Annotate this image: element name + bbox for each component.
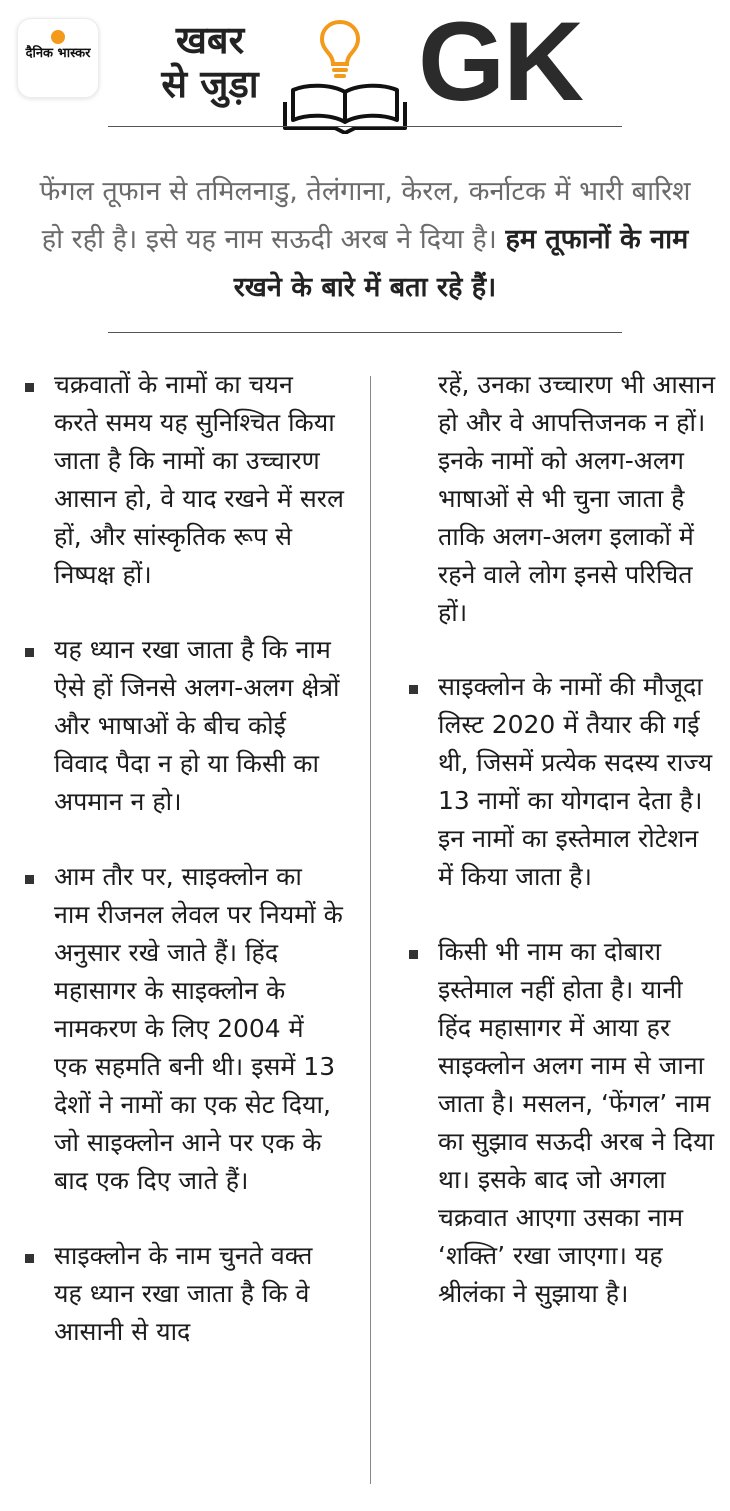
title-line-1: खबर — [175, 18, 245, 62]
square-bullet-icon — [409, 950, 418, 959]
list-item — [408, 933, 718, 1313]
logo-text: दैनिक भास्कर — [25, 46, 91, 61]
square-bullet-icon — [25, 383, 34, 392]
list-item-text: किसी भी नाम का दोबारा इस्तेमाल नहीं होता है। यानी हिंद महासागर में आया हर साइक्लोन अलग नाम से जाना जाता है। मसलन, ‘फेंगल’ नाम का सुझाव सऊदी अरब ने दिया था। इसके बाद जो अगला चक्रवात आएगा उसका नाम ‘शक्ति’ रखा जाएगा। यह श्रीलंका ने सुझाया है। — [438, 937, 715, 1308]
column-divider — [370, 376, 371, 1484]
square-bullet-icon — [409, 685, 418, 694]
list-item-text: आम तौर पर, साइक्लोन का नाम रीजनल लेवल पर नियमों के अनुसार रखे जाते हैं। हिंद महासागर के साइक्लोन के नामकरण के लिए 2004 में एक सहमति बनी थी। इसमें 13 देशों ने नामों का एक सेट दिया, जो साइक्लोन आने पर एक के बाद एक दिए जाते हैं। — [54, 862, 343, 1195]
intro-paragraph — [30, 168, 700, 312]
list-item-text: साइक्लोन के नामों की मौजूदा लिस्ट 2020 में तैयार की गई थी, जिसमें प्रत्येक सदस्य राज्य 13 नामों का योगदान देता है। इन नामों का इस्तेमाल रोटेशन में किया जाता है। — [438, 672, 713, 891]
gk-title: GK — [418, 0, 582, 124]
list-item — [24, 366, 344, 594]
title-line-2: से जुड़ा — [161, 62, 259, 106]
list-item — [24, 1237, 344, 1351]
square-bullet-icon — [25, 1254, 34, 1263]
list-item — [24, 631, 344, 821]
list-item-text: चक्रवातों के नामों का चयन करते समय यह सुनिश्चित किया जाता है कि नामों का उच्चारण आसान हो, वे याद रखने में सरल हों, और सांस्कृतिक रूप से निष्पक्ष हों। — [54, 370, 344, 589]
header — [0, 0, 730, 135]
lightbulb-icon — [318, 18, 362, 80]
intro-bold-text: हम तूफानों के नाम रखने के बारे में बता रहे हैं। — [233, 224, 689, 303]
list-item — [24, 858, 344, 1200]
intro-text: फेंगल तूफान से तमिलनाडु, तेलंगाना, केरल, कर्नाटक में भारी बारिश हो रही है। इसे यह नाम सऊदी अरब ने दिया है। — [39, 176, 691, 255]
list-item-continuation: रहें, उनका उच्चारण भी आसान हो और वे आपत्तिजनक न हों। इनके नामों को अलग-अलग भाषाओं से भी चुना जाता है ताकि अलग-अलग इलाकों में रहने वाले लोग इनसे परिचित हों। — [438, 370, 716, 627]
header-divider — [108, 126, 622, 127]
list-item-text: साइक्लोन के नाम चुनते वक्त यह ध्यान रखा जाता है कि वे आसानी से याद — [54, 1241, 313, 1346]
square-bullet-icon — [25, 875, 34, 884]
list-item — [408, 668, 718, 896]
sun-icon — [51, 30, 65, 44]
left-column — [24, 366, 344, 1388]
intro-divider — [108, 332, 622, 333]
square-bullet-icon — [25, 648, 34, 657]
list-item-text: यह ध्यान रखा जाता है कि नाम ऐसे हों जिनसे अलग-अलग क्षेत्रों और भाषाओं के बीच कोई विवाद पैदा न हो या किसी का अपमान न हो। — [54, 635, 340, 816]
header-title — [140, 18, 280, 106]
right-column — [408, 366, 718, 1350]
dainik-bhaskar-logo[interactable] — [17, 18, 99, 98]
